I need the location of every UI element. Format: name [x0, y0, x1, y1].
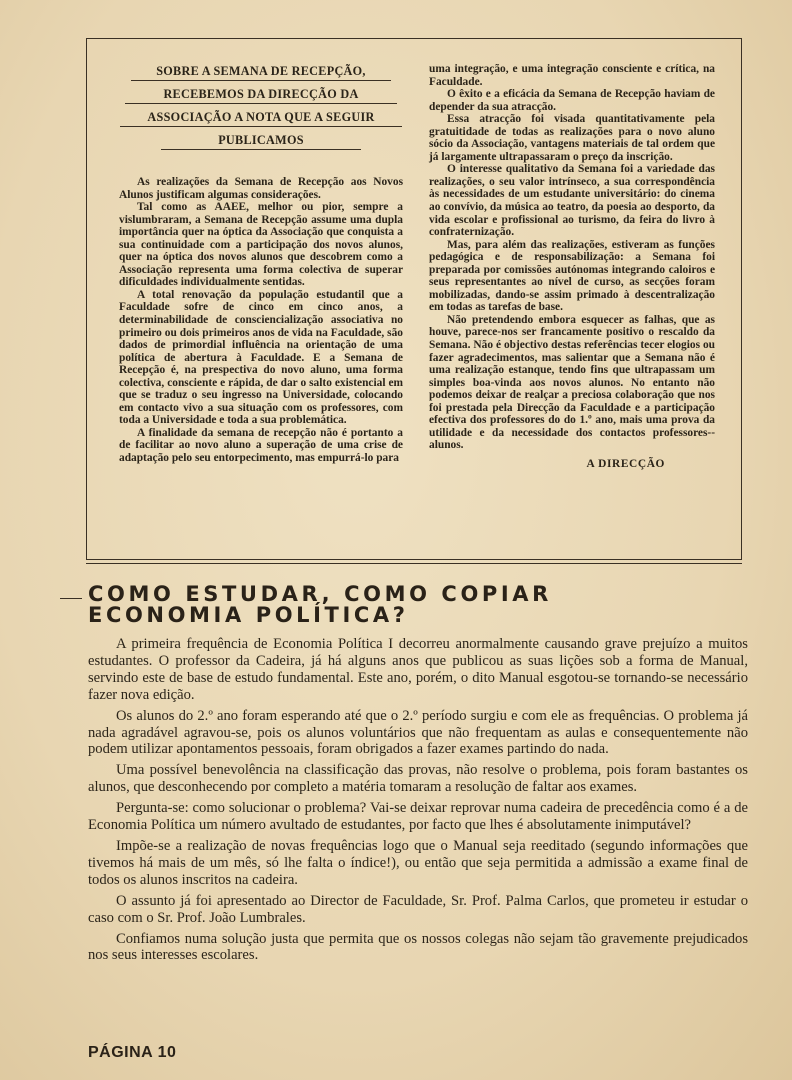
- article-paragraph: A primeira frequência de Economia Política I decorreu anormalmente causando grave prejuízo a muitos estudantes. O professor da Cadeira, já há alguns anos que publicou as suas lições sob a forma de Manual, servindo este de base de estudo fundamental. Este ano, porém, o dito Manual esgotou-se tornando-se necessário fazer nova edição.: [88, 636, 748, 703]
- article-paragraph: Pergunta-se: como solucionar o problema? Vai-se deixar reprovar numa cadeira de precedência como é a de Economia Política um número avultado de estudantes, por facto que lhes é absolutamente inimputável?: [88, 800, 748, 834]
- notice-paragraph: O interesse qualitativo da Semana foi a variedade das realizações, o seu valor intrínseco, a sua correspondência às necessidades de um estudante universitário: do cinema ao convívio, da música ao teatro, da poesia ao desporto, da vida escolar e profissional ao turismo, da feira do livro à confraternização.: [429, 163, 715, 239]
- article-paragraph: Confiamos numa solução justa que permita que os nossos colegas não sejam tão gravemente prejudicados nos seus interesses escolares.: [88, 930, 748, 964]
- article-paragraph: Os alunos do 2.º ano foram esperando até que o 2.º período surgiu e com ele as frequências. O problema já nada agradável agravou-se, pois os alunos voluntários que não frequentam as aulas e consequentemente não podem utilizar apontamentos pessoais, foram obrigados a fazer exames partindo do nada.: [88, 707, 748, 758]
- page-number: PÁGINA 10: [88, 1044, 177, 1061]
- notice-heading-line: SOBRE A SEMANA DE RECEPÇÃO,: [131, 63, 391, 81]
- notice-paragraph: O êxito e a eficácia da Semana de Recepção haviam de depender da sua atracção.: [429, 88, 715, 113]
- article-paragraph: O assunto já foi apresentado ao Director de Faculdade, Sr. Prof. Palma Carlos, que prometeu ir estudar o caso com o Sr. Prof. João Lumbrales.: [88, 892, 748, 926]
- article-paragraph: Impõe-se a realização de novas frequências logo que o Manual seja reeditado (segundo informações que tivemos há mais de um mês, só lhe falta o índice!), ou então que seja permitida a admissão a exame final de todos os alunos inscritos na cadeira.: [88, 837, 748, 888]
- notice-paragraph: Essa atracção foi visada quantitativamente pela gratuitidade de todas as realizações para o novo aluno sócio da Associação, vantagens materiais de tal ordem que já largamente ultrapassaram o preço da inscrição.: [429, 113, 715, 163]
- article-title: [88, 584, 752, 626]
- notice-paragraph: A finalidade da semana de recepção não é portanto a de facilitar ao novo aluno a superação de uma crise de adaptação pelo seu entorpecimento, mas empurrá-lo para: [119, 426, 403, 465]
- article-paragraph: Uma possível benevolência na classificação das provas, não resolve o problema, pois foram bastantes os alunos, que desconhecendo por completo a matéria tomaram a resolução de faltar aos exames.: [88, 762, 748, 796]
- association-notice-box: [86, 38, 742, 560]
- notice-bottom-rule: [86, 563, 742, 564]
- notice-heading: [119, 63, 403, 150]
- notice-paragraph: A total renovação da população estudantil que a Faculdade sofre de cinco em cinco anos, a determinabilidade de consciencialização associativa no primeiro ou dois primeiros anos de vida na Faculdade, são dados de primordial influência na orientação de uma política de abertura à Faculdade. E a Semana de Recepção é, na prespectiva do novo aluno, uma forma colectiva, consciente e rápida, de dar o salto existencial em que se traduz o seu ingresso na Universidade, colocando em contacto vivo a sua situação com os professores, com toda a Universidade e toda a sua problemática.: [119, 288, 403, 427]
- notice-paragraph: uma integração, e uma integração consciente e crítica, na Faculdade.: [429, 63, 715, 88]
- notice-paragraph: Não pretendendo embora esquecer as falhas, que as houve, parece-nos ser francamente positivo o rescaldo da Semana. Não é objectivo destas referências tecer elogios ou fazer agradecimentos, mas salientar que a Semana não é uma realização estanque, tendo fins que ultrapassam um simples boa-vinda aos novos alunos. No entanto não podemos deixar de realçar a preciosa colaboração que nos foi prestada pela Direcção da Faculdade e a participação efectiva dos professores do do 1.º ano, mais uma prova da utilidade e da necessidade dos contactos professores--alunos.: [429, 313, 715, 452]
- notice-paragraph: As realizações da Semana de Recepção aos Novos Alunos justificam algumas considerações.: [119, 176, 403, 201]
- notice-right-column: [429, 63, 715, 471]
- notice-signature: A DIRECÇÃO: [586, 457, 665, 470]
- notice-left-column: [119, 39, 403, 465]
- article-body: [88, 636, 748, 968]
- article-title-line: ECONOMIA POLÍTICA?: [88, 603, 409, 627]
- notice-paragraph: Mas, para além das realizações, estiveram as funções pedagógica e de responsabilização: a Semana foi preparada por comissões autónomas integrando caloiros e seus representantes ao nível de curso, as secções foram mobilizadas, dando-se assim primado à descentralização em todas as tarefas de base.: [429, 238, 715, 314]
- title-dash-mark: [60, 598, 82, 599]
- notice-heading-line: PUBLICAMOS: [161, 132, 361, 150]
- notice-heading-line: ASSOCIAÇÃO A NOTA QUE A SEGUIR: [120, 109, 402, 127]
- notice-heading-line: RECEBEMOS DA DIRECÇÃO DA: [125, 86, 397, 104]
- article-title-line: COMO ESTUDAR, COMO COPIAR: [88, 582, 552, 606]
- notice-paragraph: Tal como as AAEE, melhor ou pior, sempre a vislumbraram, a Semana de Recepção assume uma dupla importância quer na óptica da Associação que conquista a sua continuidade com a participação dos novos alunos, quer na óptica dos novos alunos que descobrem como a Associação representa uma forma colectiva de superar dificuldades individualmente sentidas.: [119, 201, 403, 289]
